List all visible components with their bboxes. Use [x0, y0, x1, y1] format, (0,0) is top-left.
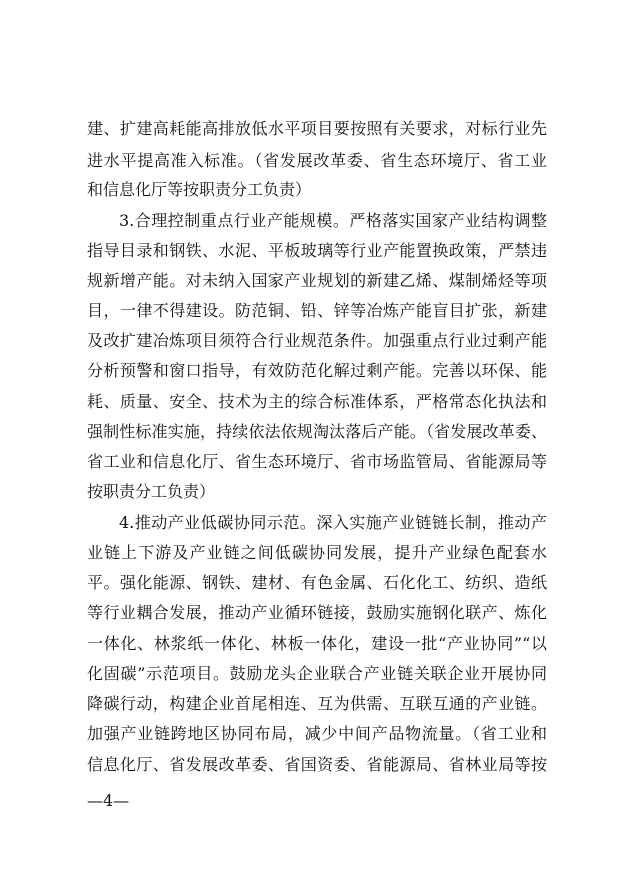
body-text-line: 省工业和信息化厅、省生态环境厅、省市场监管局、省能源局等	[87, 452, 547, 471]
body-text-line: 规新增产能。对未纳入国家产业规划的新建乙烯、煤制烯烃等项	[87, 271, 547, 290]
body-text-line: 目，一律不得建设。防范铜、铅、锌等冶炼产能盲目扩张，新建	[87, 301, 547, 320]
body-text-line: 进水平提高准入标准。（省发展改革委、省生态环境厅、省工业	[87, 151, 547, 170]
body-text-line: 耗、质量、安全、技术为主的综合标准体系，严格常态化执法和	[87, 392, 547, 411]
body-text-line: 一体化、林浆纸一体化、林板一体化，建设一批“产业协同”“以	[87, 634, 547, 653]
body-text-line: 建、扩建高耗能高排放低水平项目要按照有关要求，对标行业先	[87, 119, 547, 138]
body-text-line: 等行业耦合发展，推动产业循环链接，鼓励实施钢化联产、炼化	[87, 603, 547, 622]
body-text-line: 加强产业链跨地区协同布局，减少中间产品物流量。（省工业和	[87, 724, 547, 743]
body-text-line: 业链上下游及产业链之间低碳协同发展，提升产业绿色配套水	[87, 543, 547, 562]
page-number: —4—	[87, 791, 130, 810]
body-text-line: 信息化厅、省发展改革委、省国资委、省能源局、省林业局等按	[87, 755, 547, 774]
body-text-line: 平。强化能源、钢铁、建材、有色金属、石化化工、纺织、造纸	[87, 573, 547, 592]
section-heading-line: 4.推动产业低碳协同示范。深入实施产业链链长制，推动产	[119, 513, 547, 532]
body-text-line: 强制性标准实施，持续依法依规淘汰落后产能。（省发展改革委、	[87, 422, 547, 441]
body-text-line: 和信息化厅等按职责分工负责）	[87, 180, 312, 199]
section-heading-line: 3.合理控制重点行业产能规模。严格落实国家产业结构调整	[119, 211, 547, 230]
body-text-line: 降碳行动，构建企业首尾相连、互为供需、互联互通的产业链。	[87, 694, 547, 713]
body-text-line: 指导目录和钢铁、水泥、平板玻璃等行业产能置换政策，严禁违	[87, 241, 547, 260]
body-text-line: 分析预警和窗口指导，有效防范化解过剩产能。完善以环保、能	[87, 361, 547, 380]
body-text-line: 按职责分工负责）	[87, 482, 216, 501]
body-text-line: 化固碳”示范项目。鼓励龙头企业联合产业链关联企业开展协同	[87, 664, 547, 683]
body-text-line: 及改扩建冶炼项目须符合行业规范条件。加强重点行业过剩产能	[87, 331, 547, 350]
